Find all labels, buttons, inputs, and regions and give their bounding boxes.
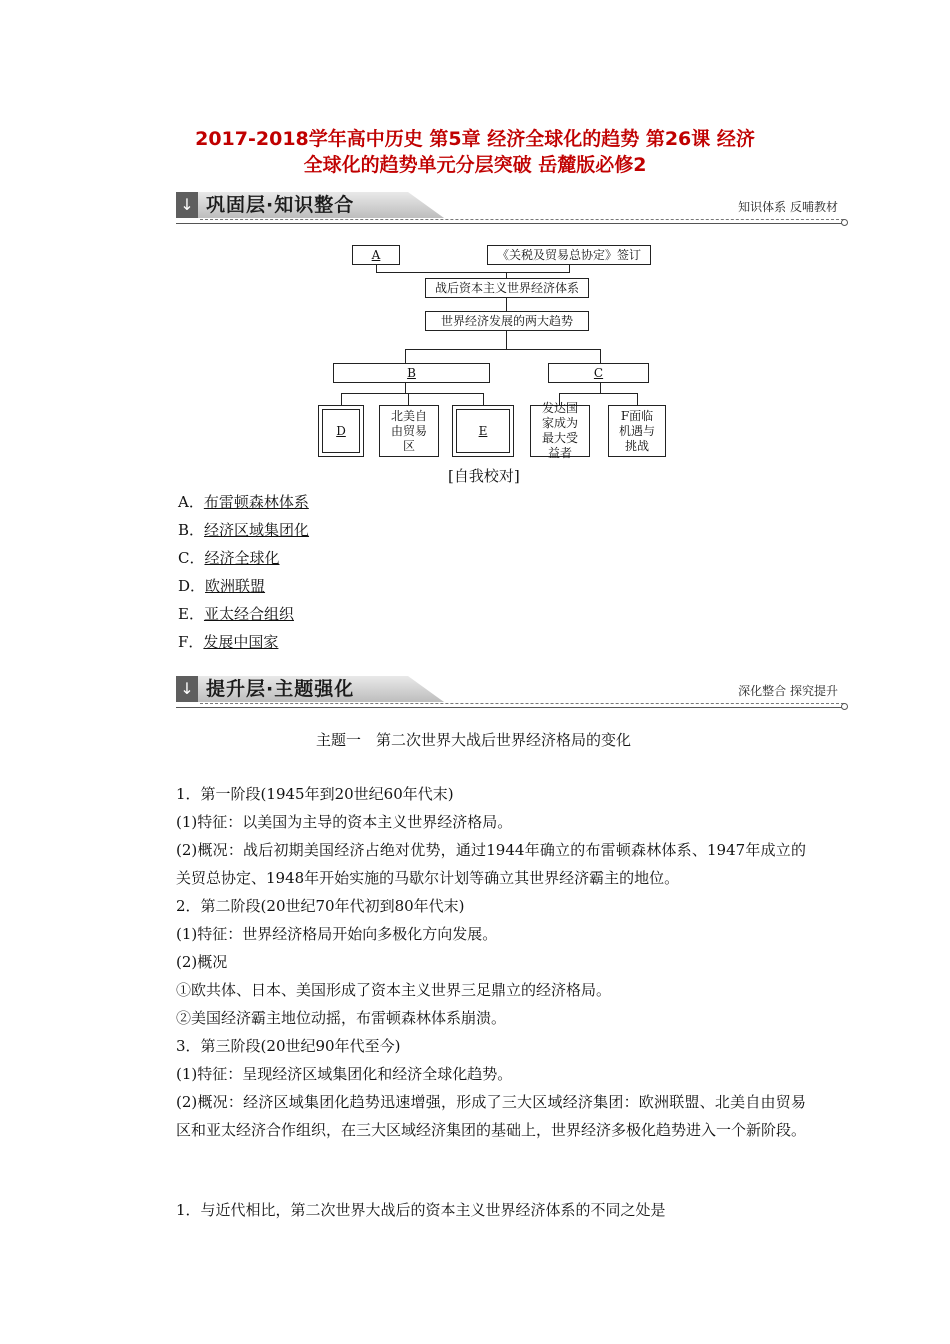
connector xyxy=(408,393,409,405)
answer-item xyxy=(178,548,280,568)
question-text: 1．与近代相比，第二次世界大战后的资本主义世界经济体系的不同之处是 xyxy=(176,1201,666,1219)
diagram-box-b xyxy=(333,363,490,383)
document-title-line-1: 2017-2018学年高中历史 第5章 经济全球化的趋势 第26课 经济 xyxy=(195,128,755,150)
connector xyxy=(376,272,569,273)
answer-value: 布雷顿森林体系 xyxy=(203,493,309,511)
diagram-label-trends: 世界经济发展的两大趋势 xyxy=(440,313,573,328)
diagram-box-d xyxy=(318,405,364,457)
answer-key: B． xyxy=(178,521,205,539)
stage-heading: 1．第一阶段(1945年到20世纪60年代末) xyxy=(176,785,454,803)
body-paragraph: (1)特征：世界经济格局开始向多极化方向发展。 xyxy=(176,925,498,943)
connector xyxy=(559,393,637,394)
banner-rule xyxy=(176,223,844,224)
connector xyxy=(637,393,638,405)
banner-dashed-rule xyxy=(200,219,844,220)
answer-item xyxy=(178,576,265,596)
banner-title: 提升层·主题强化 xyxy=(206,678,355,700)
answer-item xyxy=(178,520,309,540)
down-arrow-icon: ↓ xyxy=(176,192,198,218)
body-paragraph: (2)概况：战后初期美国经济占绝对优势，通过1944年确立的布雷顿森林体系、1947年成立的关贸总协定、1948年开始实施的马歇尔计划等确立其世界经济霸主的地位。 xyxy=(176,841,806,887)
diagram-label-gatt: 《关税及贸易总协定》签订 xyxy=(496,247,641,262)
down-arrow-icon: ↓ xyxy=(176,676,198,702)
section-banner-consolidation xyxy=(176,192,848,228)
stage-heading: 2．第二阶段(20世纪70年代初到80年代末) xyxy=(176,897,465,915)
answer-key: E． xyxy=(178,605,204,623)
connector xyxy=(405,349,600,350)
connector xyxy=(569,265,570,273)
diagram-label-a: A xyxy=(371,247,381,262)
connector xyxy=(506,298,507,311)
stage-heading: 3．第三阶段(20世纪90年代至今) xyxy=(176,1037,401,1055)
answer-item xyxy=(178,604,294,624)
connector xyxy=(341,393,342,405)
diagram-box-system xyxy=(425,278,589,298)
answer-value: 亚太经合组织 xyxy=(203,605,294,623)
diagram-box-c xyxy=(548,363,649,383)
body-paragraph: ②美国经济霸主地位动摇，布雷顿森林体系崩溃。 xyxy=(176,1009,507,1027)
answer-item xyxy=(178,632,278,652)
banner-end-dot-icon xyxy=(841,219,848,226)
answer-key: F． xyxy=(178,633,204,651)
connector xyxy=(341,393,483,394)
connector xyxy=(506,331,507,349)
diagram-box-a xyxy=(352,245,400,265)
document-title-line-2: 全球化的趋势单元分层突破 岳麓版必修2 xyxy=(303,154,647,176)
answer-key: C． xyxy=(178,549,205,567)
banner-end-dot-icon xyxy=(841,703,848,710)
section-banner-advancement xyxy=(176,676,848,712)
body-paragraph: (2)概况：经济区域集团化趋势迅速增强，形成了三大区域经济集团：欧洲联盟、北美自由贸易区和亚太经济合作组织，在三大区域经济集团的基础上，世界经济多极化趋势进入一个新阶段。 xyxy=(176,1093,807,1139)
diagram-box-gatt xyxy=(487,245,651,265)
answer-value: 欧洲联盟 xyxy=(205,577,266,595)
body-paragraph xyxy=(176,780,806,808)
body-paragraph: (2)概况 xyxy=(176,953,228,971)
connector xyxy=(405,349,406,363)
answer-value: 经济全球化 xyxy=(204,549,280,567)
body-paragraph: ①欧共体、日本、美国形成了资本主义世界三足鼎立的经济格局。 xyxy=(176,981,612,999)
diagram-label-d: D xyxy=(336,423,346,438)
body-paragraph: (1)特征：呈现经济区域集团化和经济全球化趋势。 xyxy=(176,1065,513,1083)
answer-key: A． xyxy=(178,493,204,511)
diagram-box-e xyxy=(452,405,514,457)
connector xyxy=(483,393,484,405)
diagram-label-f: F面临机遇与挑战 xyxy=(618,408,655,453)
banner-title: 巩固层·知识整合 xyxy=(206,194,355,216)
diagram-box-f xyxy=(608,405,666,457)
connector xyxy=(600,383,601,393)
answer-item xyxy=(178,492,309,512)
diagram-label-system: 战后资本主义世界经济体系 xyxy=(434,280,579,295)
banner-subtitle: 知识体系 反哺教材 xyxy=(738,200,838,214)
answer-key: D． xyxy=(178,577,206,595)
connector xyxy=(600,349,601,363)
connector xyxy=(405,383,406,393)
theme-title: 主题一 第二次世界大战后世界经济格局的变化 xyxy=(316,731,632,749)
self-check-label: [自我校对] xyxy=(448,467,520,485)
diagram-box-nafta xyxy=(379,405,439,457)
diagram-label-b: B xyxy=(407,365,416,380)
banner-rule xyxy=(176,707,844,708)
answer-value: 发展中国家 xyxy=(203,633,279,651)
diagram-label-e: E xyxy=(478,423,488,438)
diagram-label-beneficiary: 发达国家成为最大受益者 xyxy=(541,401,578,460)
body-paragraph: (1)特征：以美国为主导的资本主义世界经济格局。 xyxy=(176,813,513,831)
diagram-label-c: C xyxy=(593,365,604,380)
diagram-box-trends xyxy=(425,311,589,331)
banner-subtitle: 深化整合 探究提升 xyxy=(738,684,838,698)
diagram-label-nafta: 北美自由贸易区 xyxy=(390,408,427,453)
answer-value: 经济区域集团化 xyxy=(204,521,310,539)
banner-dashed-rule xyxy=(200,703,844,704)
diagram-box-beneficiary xyxy=(530,401,590,460)
